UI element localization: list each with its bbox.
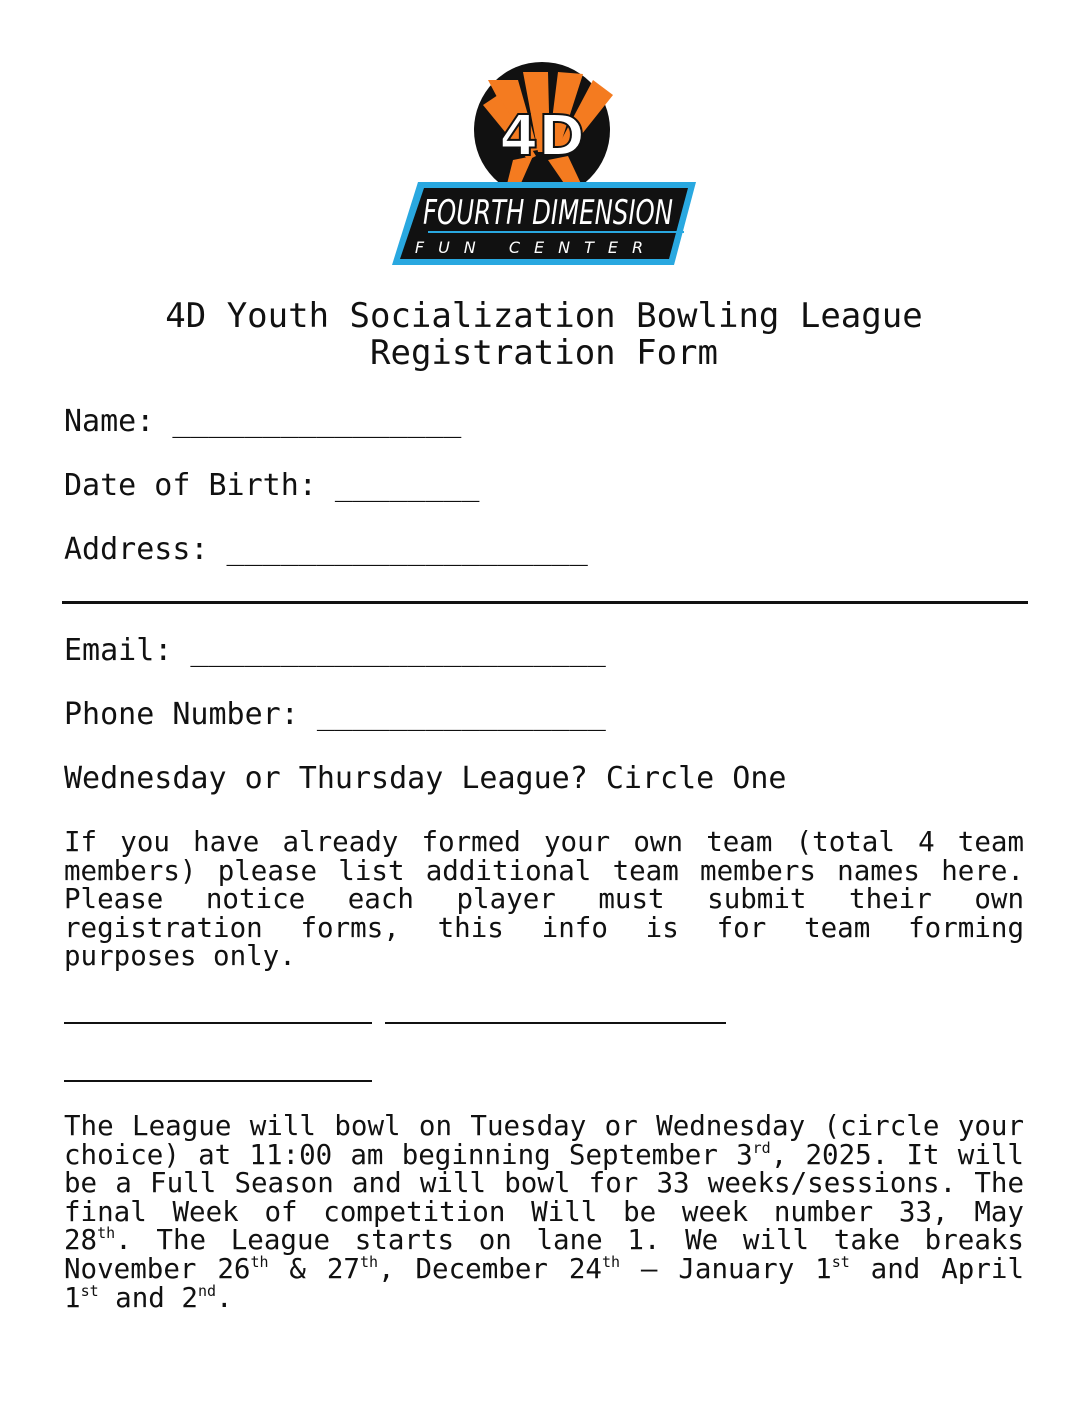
schedule-text-1: The League will bowl on Tuesday or Wednesday (circle your choice) at 11:00 am beginning September 3: [64, 1110, 1024, 1171]
ordinal-suffix: th: [601, 1252, 621, 1271]
team-member-blank-1: [64, 1022, 372, 1024]
title-line-2: Registration Form: [370, 333, 718, 373]
address-continuation-line: [62, 601, 1028, 604]
ordinal-suffix: th: [97, 1224, 116, 1243]
schedule-text-7: and April 1: [64, 1252, 1024, 1314]
ordinal-suffix: th: [250, 1252, 269, 1271]
league-choice: Wednesday or Thursday League? Circle One: [64, 761, 787, 796]
schedule-paragraph: [64, 1112, 1024, 1312]
schedule-text-4: & 27: [268, 1252, 360, 1285]
schedule-text-3: . The League starts on lane 1. We will take breaks November 26: [64, 1224, 1024, 1285]
team-note: If you have already formed your own team (total 4 team members) please list additional team members names here. Please notice each player must submit their own registration forms, this info is for team forming purposes only.: [64, 826, 1024, 973]
schedule-text-2: , 2025. It will be a Full Season and will bowl for 33 weeks/sessions. The final Week of competition Will be week number 33, May 28: [64, 1138, 1024, 1257]
logo-brand-text: FOURTH DIMENSION: [423, 193, 673, 233]
dob-field: Date of Birth: ________: [64, 468, 480, 503]
schedule-text-5: , December 24: [378, 1252, 602, 1285]
ordinal-suffix: th: [359, 1252, 379, 1271]
name-field: Name: ________________: [64, 404, 462, 439]
schedule-text-9: .: [216, 1281, 233, 1314]
fourth-dimension-logo: [388, 60, 700, 270]
ordinal-suffix: nd: [197, 1281, 217, 1300]
title-line-1: 4D Youth Socialization Bowling League: [165, 296, 923, 336]
schedule-text-8: and 2: [98, 1281, 198, 1314]
team-member-blank-2: [385, 1022, 726, 1024]
schedule-text-6: – January 1: [620, 1252, 832, 1285]
email-field: Email: _______________________: [64, 633, 606, 668]
logo-sub-text: FUN CENTER: [414, 238, 658, 257]
ordinal-suffix: st: [831, 1252, 850, 1271]
form-title: [0, 298, 1088, 372]
address-field: Address: ____________________: [64, 532, 588, 567]
phone-field: Phone Number: ________________: [64, 697, 606, 732]
ordinal-suffix: st: [80, 1281, 99, 1300]
logo-mark: 4D: [499, 104, 585, 169]
ordinal-suffix: rd: [752, 1138, 771, 1157]
team-member-blank-3: [64, 1080, 372, 1082]
